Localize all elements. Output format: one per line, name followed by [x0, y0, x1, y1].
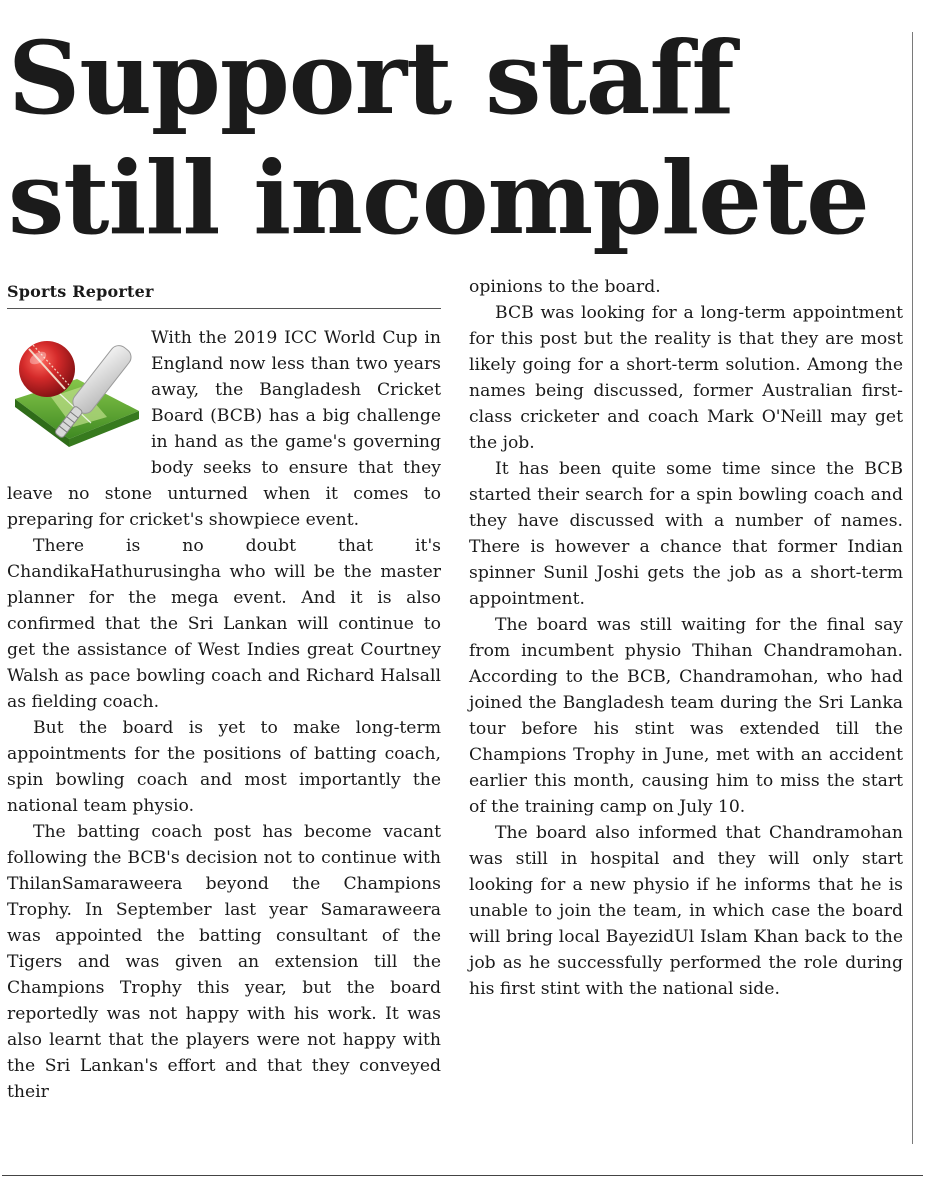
paragraph: It has been quite some time since the BCB started their search for a spin bowling coach and they have discussed with a number of names. There is however a chance that former Indian spinner Sunil Joshi gets the job as a short-term appointment.	[469, 459, 903, 609]
paragraph-continued: opinions to the board.	[469, 277, 661, 297]
column-left	[7, 274, 441, 1105]
paragraph: The board also informed that Chandramohan was still in hospital and they will only start looking for a new physio if he informs that he is unable to join the team, in which case the board will bring local BayezidUl Islam Khan back to the job as he successfully performed the role during his first stint with the national side.	[469, 823, 903, 999]
column-rule	[912, 32, 913, 1144]
paragraph: There is no doubt that it's ChandikaHathurusingha who will be the master planner for the mega event. And it is also confirmed that the Sri Lankan will continue to get the assistance of West Indies great Courtney Walsh as pace bowling coach and Richard Halsall as fielding coach.	[7, 536, 441, 712]
headline: Support staff still incomplete	[8, 19, 869, 257]
paragraph: The board was still waiting for the final say from incumbent physio Thihan Chandramohan. According to the BCB, Chandramohan, who had joined the Bangladesh team during the Sri Lanka tour before his stint was extended till the Champions Trophy in June, met with an accident earlier this month, causing him to miss the start of the training camp on July 10.	[469, 615, 903, 817]
cricket-ball-bat-pitch-icon	[7, 327, 145, 467]
paragraph: The batting coach post has become vacant following the BCB's decision not to continue with ThilanSamaraweera beyond the Champions Trophy. In September last year Samaraweera was appointed the batting consultant of the Tigers and was given an extension till the Champions Trophy this year, but the board reportedly was not happy with his work. It was also learnt that the players were not happy with the Sri Lankan's effort and that they conveyed their	[7, 822, 441, 1102]
paragraph: But the board is yet to make long-term appointments for the positions of batting coach, spin bowling coach and most importantly the national team physio.	[7, 718, 441, 816]
bottom-rule	[2, 1175, 923, 1176]
column-right	[469, 274, 903, 1002]
byline: Sports Reporter	[7, 274, 441, 309]
paragraph: BCB was looking for a long-term appointment for this post but the reality is that they are most likely going for a short-term solution. Among the names being discussed, former Australian first-class cricketer and coach Mark O'Neill may get the job.	[469, 303, 903, 453]
paragraph: With the 2019 ICC World Cup in England now less than two years away, the Bangladesh Cricket Board (BCB) has a big challenge in hand as the game's governing body seeks to ensure that they leave no stone unturned when it comes to preparing for cricket's showpiece event.	[7, 328, 441, 530]
